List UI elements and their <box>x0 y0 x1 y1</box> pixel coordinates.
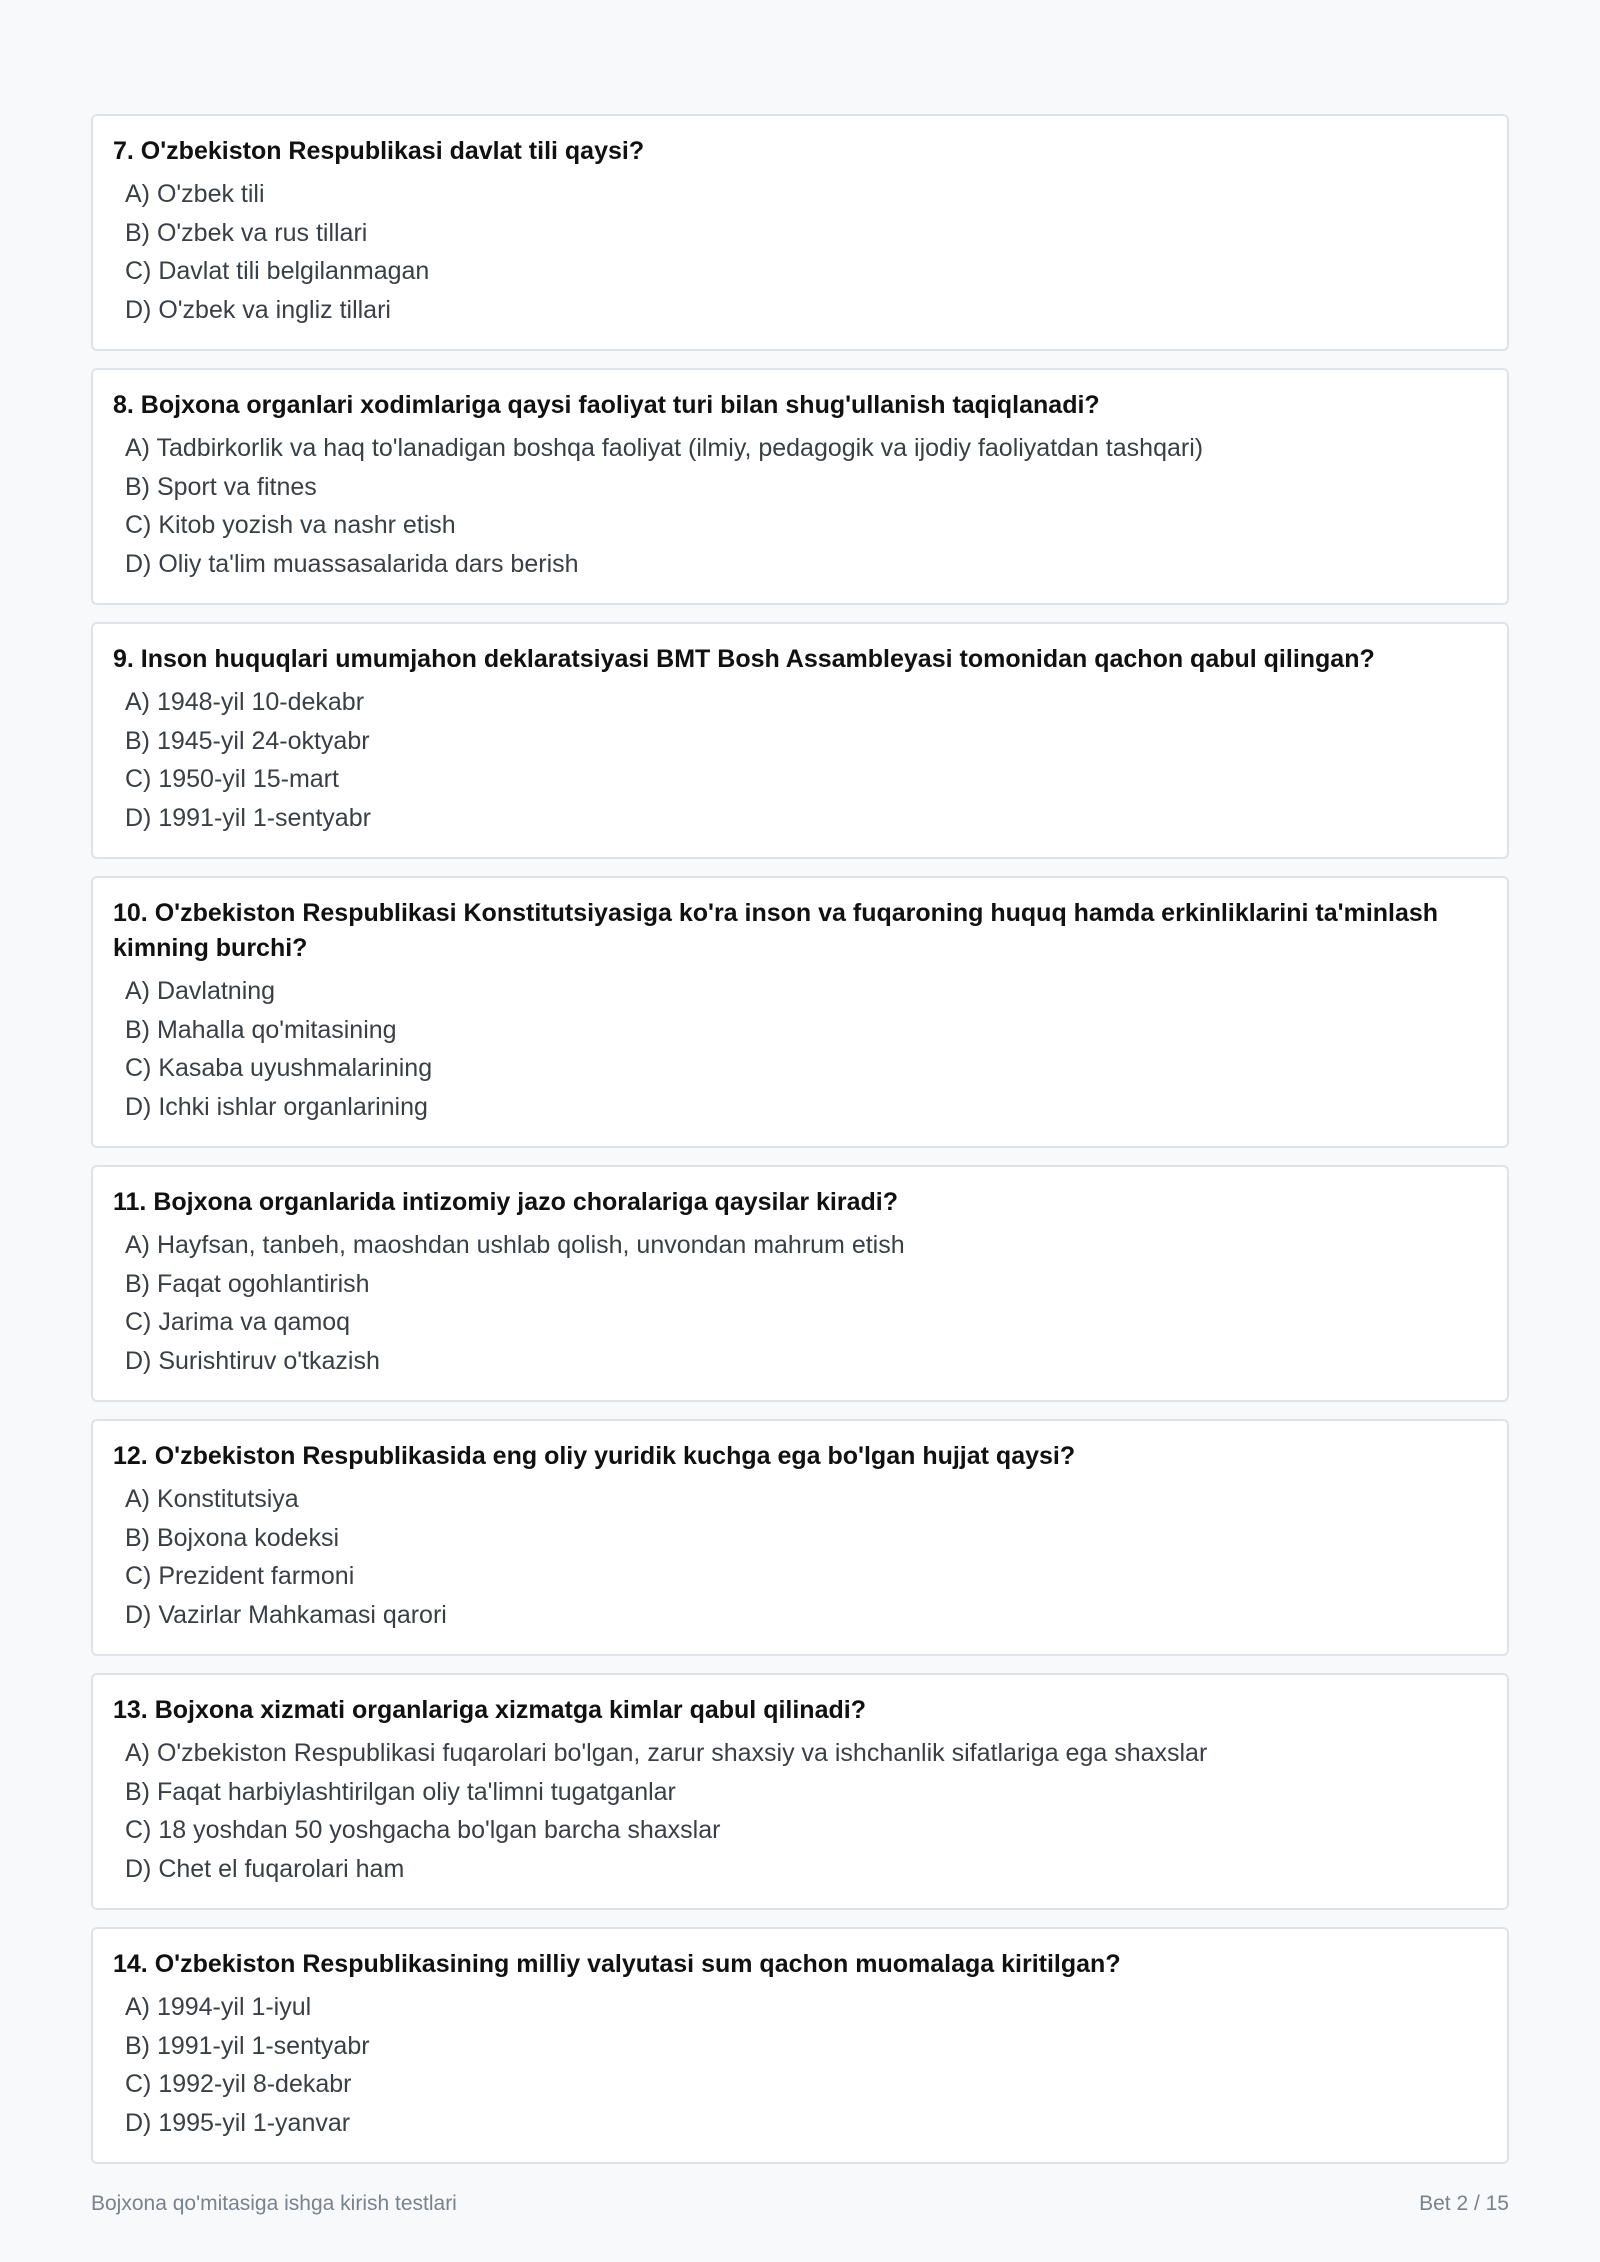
answer-option: A) 1948-yil 10-dekabr <box>125 688 365 716</box>
question-text: 12. O'zbekiston Respublikasida eng oliy yuridik kuchga ega bo'lgan hujjat qaysi? <box>113 1442 1076 1470</box>
answer-option: B) Faqat harbiylashtirilgan oliy ta'limni tugatganlar <box>125 1777 676 1806</box>
answer-option: C) 1950-yil 15-mart <box>125 765 339 793</box>
answer-option: A) Hayfsan, tanbeh, maoshdan ushlab qolish, unvondan mahrum etish <box>125 1231 905 1259</box>
question-card <box>91 1165 1509 1402</box>
answer-option: C) 18 yoshdan 50 yoshgacha bo'lgan barcha shaxslar <box>125 1816 721 1844</box>
answer-option: A) O'zbek tili <box>125 180 265 208</box>
answer-option: C) Jarima va qamoq <box>125 1308 351 1336</box>
question-text: 13. Bojxona xizmati organlariga xizmatga kimlar qabul qilinadi? <box>113 1696 866 1724</box>
question-text: 7. O'zbekiston Respublikasi davlat tili qaysi? <box>113 137 645 165</box>
answer-option: D) Oliy ta'lim muassasalarida dars berish <box>125 549 579 578</box>
answer-option: C) 1992-yil 8-dekabr <box>125 2070 352 2098</box>
answer-option: B) Bojxona kodeksi <box>125 1523 340 1552</box>
answer-option: B) 1945-yil 24-oktyabr <box>125 726 370 755</box>
answer-option: D) O'zbek va ingliz tillari <box>125 295 391 324</box>
question-card <box>91 1419 1509 1656</box>
answer-option: B) Sport va fitnes <box>125 472 317 501</box>
answer-option: D) Chet el fuqarolari ham <box>125 1854 405 1883</box>
answer-option: D) 1991-yil 1-sentyabr <box>125 803 371 832</box>
question-list <box>91 114 1509 2181</box>
answer-option: A) Konstitutsiya <box>125 1485 299 1513</box>
answer-option: B) 1991-yil 1-sentyabr <box>125 2031 370 2060</box>
answer-option: C) Davlat tili belgilanmagan <box>125 257 430 285</box>
answer-option: A) 1994-yil 1-iyul <box>125 1993 312 2021</box>
question-card <box>91 1927 1509 2164</box>
question-card <box>91 368 1509 605</box>
question-text: 9. Inson huquqlari umumjahon deklaratsiyasi BMT Bosh Assambleyasi tomonidan qachon qabul qilingan? <box>113 645 1375 673</box>
question-card <box>91 1673 1509 1910</box>
answer-option: C) Kasaba uyushmalarining <box>125 1054 433 1082</box>
answer-option: C) Kitob yozish va nashr etish <box>125 511 456 539</box>
answer-option: C) Prezident farmoni <box>125 1562 355 1590</box>
question-card <box>91 114 1509 351</box>
answer-option: D) Surishtiruv o'tkazish <box>125 1346 380 1375</box>
answer-option: A) O'zbekiston Respublikasi fuqarolari bo'lgan, zarur shaxsiy va ishchanlik sifatlariga ega shaxslar <box>125 1739 1208 1767</box>
footer-title: Bojxona qo'mitasiga ishga kirish testlari <box>91 2192 457 2215</box>
question-card <box>91 876 1509 1148</box>
question-card <box>91 622 1509 859</box>
answer-option: A) Tadbirkorlik va haq to'lanadigan boshqa faoliyat (ilmiy, pedagogik va ijodiy faoliyatdan tashqari) <box>125 434 1204 462</box>
question-text: 11. Bojxona organlarida intizomiy jazo choralariga qaysilar kiradi? <box>113 1188 898 1216</box>
question-text: 14. O'zbekiston Respublikasining milliy valyutasi sum qachon muomalaga kiritilgan? <box>113 1950 1121 1978</box>
answer-option: A) Davlatning <box>125 977 276 1005</box>
answer-option: B) Faqat ogohlantirish <box>125 1269 370 1298</box>
answer-option: D) 1995-yil 1-yanvar <box>125 2108 351 2137</box>
question-text: 10. O'zbekiston Respublikasi Konstitutsiyasiga ko'ra inson va fuqaroning huquq hamda erkinliklarini ta'minlash kimning burchi? <box>113 899 1439 962</box>
answer-option: B) Mahalla qo'mitasining <box>125 1015 397 1044</box>
answer-option: B) O'zbek va rus tillari <box>125 218 368 247</box>
answer-option: D) Ichki ishlar organlarining <box>125 1092 428 1121</box>
question-text: 8. Bojxona organlari xodimlariga qaysi faoliyat turi bilan shug'ullanish taqiqlanadi? <box>113 391 1100 419</box>
answer-option: D) Vazirlar Mahkamasi qarori <box>125 1600 447 1629</box>
page-number: Bet 2 / 15 <box>1419 2192 1509 2215</box>
